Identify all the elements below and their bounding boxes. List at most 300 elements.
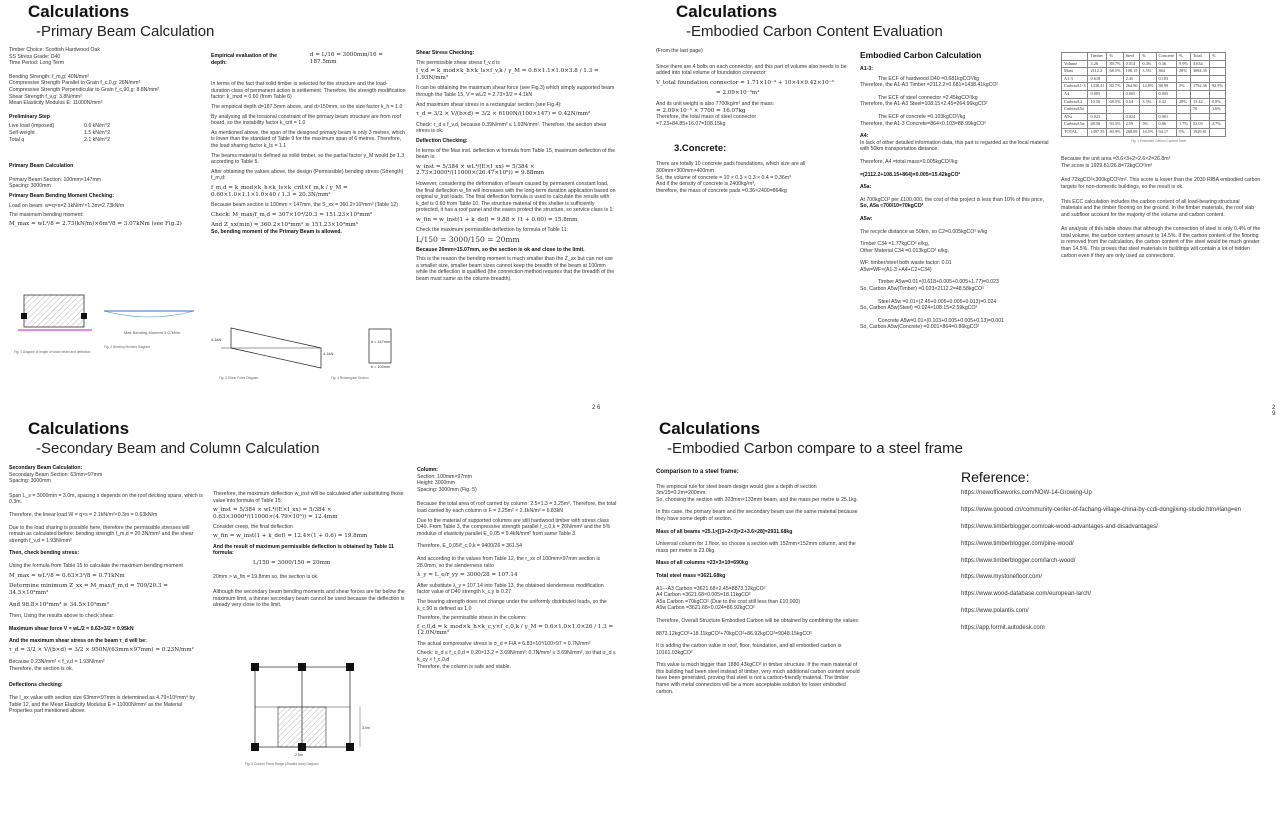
shear-check: Check: τ_d ≤ f_v,d, because 0.39N/mm² ≤ 1.93N/mm². Therefore, the section shear stress is ok. <box>416 121 607 135</box>
table-cell: 108.15 <box>1123 68 1140 76</box>
table-cell: 3.5% <box>1140 68 1156 76</box>
a5w-label: A5w: <box>860 215 873 222</box>
tau-eq: τ_d = 3/2 × V/(b×d) = 3/2 × 6100N/(100×147) = 0.42N/mm² <box>416 111 591 118</box>
table-cell: 1792.36 <box>1190 83 1209 91</box>
table-cell: 1929.81 <box>1190 128 1209 136</box>
beam-spacing: Spacing: 3000mm <box>9 183 51 190</box>
empirical-heading: Empirical evaluation of the depth: <box>211 53 278 66</box>
table-cell: 864 <box>1156 68 1177 76</box>
paragraph: Therefore, the section is ok. <box>9 665 74 672</box>
load-on-beam: Load on beam: w=q×s=2.1kN/m²×1.3m=2.73kN/m <box>9 202 125 209</box>
paragraph: therefore, the mass of concrete pads =0.36×2400=864kg <box>656 187 787 194</box>
table-cell <box>1190 75 1209 83</box>
wfin-eq: w_fin = w_inst(1 + k_def) = 12.4×(1 + 0.6) = 19.8mm <box>213 532 368 539</box>
depth-eq: d = L/16 = 3000mm/16 = 187.5mm <box>309 52 383 65</box>
table-cell: 0.618 <box>1088 75 1107 83</box>
embodied-carbon-table <box>1061 52 1226 137</box>
table-cell: 93.5% <box>1107 121 1123 129</box>
time-period: Time Period: Long Term <box>9 60 65 67</box>
page-subtitle: -Embodied Carbon Content Evaluation <box>686 23 943 40</box>
table-cell: 28% <box>1177 68 1191 76</box>
check-eq: And Z_xx(min) = 360.2×10³mm³ ≥ 151.23×10³mm³ <box>211 222 358 229</box>
v-eq: Maximum shear force V = wL/2 = 0.63×3/2 = 0.95kN <box>9 625 134 632</box>
table-cell: 2.7% <box>1209 121 1225 129</box>
table-cell <box>1107 106 1123 114</box>
deflection-conclusion: Because 20mm>15.07mm, so the section is ok and close to the limit. <box>416 246 585 253</box>
paragraph: Therefore, E_0,05/f_c,0,k = 9400/26 = 361.54 <box>417 543 522 550</box>
column-3 <box>417 467 617 673</box>
paragraph: Because the total area of roof carried by column: 2.5×1.3 = 3.25m². Therefore, the total load carried by each column is F = 3.25m² × 2.1kN/m² = 6.83kN <box>417 501 617 514</box>
table-header-cell: % <box>1140 53 1156 61</box>
zxx-eq: Determine minimum Z_xx = M_max/f_m,d = 709/20.3 = 34.5×10³mm³ <box>9 583 168 596</box>
table-cell: 14.8% <box>1140 83 1156 91</box>
paragraph: The empirical rule for steel beam design would give a depth of section 3m/15=0.2m=200mm. <box>656 483 817 497</box>
table-cell <box>1177 113 1191 121</box>
check-eq: Check: M_max/f_m,d = 307×10⁴/20.3 = 151.23×10³mm³ <box>211 211 373 218</box>
paragraph: So, choosing the section with 203mm×133mm beam, and the mass per metre is 25.1kg. <box>656 496 858 503</box>
strength-compressive-perp: Compressive Strength Perpendicular to Grain f_c,90,g: 8.8N/mm² <box>9 86 160 93</box>
col-section: Section: 100mm×97mm <box>417 473 472 480</box>
reference-list <box>961 490 1261 642</box>
sb-spacing: Spacing: 3000mm <box>9 478 51 485</box>
paragraph: However, considering the deformation of beam caused by permanent constant load, the final deflection w_fin will increases with the long-term duration application based on original w_inst loads. The final deflection formula is used to calculate the results with k_def is 0.60 from Table 10. The structure material of this shelter is sufficiently protected, it has a roof panel and the eaves protect the structure, so service class is 1: <box>416 180 616 214</box>
table-cell: 3.5% <box>1140 98 1156 106</box>
table-cell <box>1190 113 1209 121</box>
calc-line: The ECF of steel connector =2.45kgCO²/kg <box>878 94 978 101</box>
paragraph: Although the secondary beam bending moments and shear forces are far below the maximum limit, a thinner secondary beam cannot be used because the deflection is already very close to the limit. <box>213 588 405 609</box>
table-header-cell: % <box>1177 53 1191 61</box>
paragraph: And the maximum shear stress on the beam τ_d will be: <box>9 638 147 645</box>
paragraph: And the result of maximum permissible deflection is obtained by Table 11 formula: <box>213 543 394 557</box>
table-cell: 28% <box>1177 98 1191 106</box>
timber-choice: Timber Choice: Scottish Hardwood Oak <box>9 47 100 53</box>
comparison-heading: Comparison to a steel frame: <box>656 469 739 475</box>
reference-item[interactable]: https://www.polantis.com/ <box>961 608 1029 615</box>
max-moment-label: The maximum bending moment: <box>9 212 84 219</box>
paragraph: A4 Carbon =3621.68×0.005=18.11kgCO² <box>656 592 751 599</box>
calc-line: Steel A5w =0.01×(2.45+0.005+0.005+0.013)=0.024 <box>878 298 997 305</box>
table-cell: CarbonA1-3 <box>1062 83 1088 91</box>
calc-line: So, Carbon A5w(Steel) =0.024×108.15=2.59kgCO² <box>860 305 978 312</box>
paragraph: There are totally 10 concrete pads foundations, which size are all 300mm×300mm×400mm <box>656 161 806 174</box>
column-2 <box>211 50 406 238</box>
paragraph: Due to the material of supported columns are still hardwood timber with stress class D40. From Table 3, the compressive strength parallel f_c,0,k = 26N/mm² and the 5% modulus of elasticity parallel E_0,05 = 9.4kN/mm² from same Table 3. <box>417 517 611 537</box>
reference-item[interactable]: https://www.timberblogger.com/larch-wood/ <box>961 557 1076 564</box>
page-steel-compare <box>640 419 1280 839</box>
page-subtitle: -Secondary Beam and Column Calculation <box>36 440 320 457</box>
table-cell <box>1177 75 1191 83</box>
paragraph: Therefore, the maximum deflection w_inst will be calculated after substituting those value into formula of Table 15: <box>213 491 404 504</box>
paragraph: Therefore, the linear load W = q×s = 2.1kN/m²×0.3m = 0.63kN/m <box>9 511 158 518</box>
table-row <box>1062 121 1226 129</box>
table-header-cell: Steel <box>1123 53 1140 61</box>
table-row <box>1062 106 1226 114</box>
page-secondary-beam <box>0 419 640 839</box>
svg-text:Fig. 3 Shear Force Diagram: Fig. 3 Shear Force Diagram <box>219 376 259 380</box>
table-cell: A4 <box>1062 90 1088 98</box>
table-cell <box>1190 90 1209 98</box>
paragraph: Therefore, the total mass of steel connector <box>656 114 757 121</box>
concrete-heading: 3.Concrete: <box>674 143 727 155</box>
page-title: Calculations <box>659 419 761 438</box>
paragraph: The score is 1929.81/26.8=72kgCO²/m² <box>1061 162 1153 169</box>
reference-item[interactable]: https://newofficeworks.com/NOW-14-Growing-Up <box>961 490 1092 496</box>
paragraph: Then, check bending stress: <box>9 550 80 557</box>
fvd-eq: f_v,d = k_mod×k_h×k_ls×f_v,k / γ_M = 0.6×1.1×1.0×3.8 / 1.3 = 1.93N/mm² <box>416 68 599 81</box>
svg-text:Fig. 5 Column Force Range (Sha: Fig. 5 Column Force Range (Shaded Area) Diagram <box>245 762 319 766</box>
page-title: Calculations <box>28 419 130 438</box>
paragraph: Consider creep, the final deflection <box>213 524 293 531</box>
table-cell: 0.001 <box>1156 113 1177 121</box>
a13-label: A1-3: <box>860 66 873 72</box>
paragraph: Then, Using the results above to check shear: <box>9 612 115 619</box>
table-cell <box>1209 128 1225 136</box>
svg-text:b = 100mm: b = 100mm <box>371 365 391 369</box>
bm-checking: Primary Beam Bending Moment Checking: <box>9 192 114 199</box>
paragraph: The bearing strength does not change under the uniformly distributed loads, so the k_c,90 is defined as 1.0 <box>417 598 607 612</box>
paragraph: The permissible shear stress f_v,d is <box>416 59 500 66</box>
strength-bending: Bending Strength: f_m,g: 40N/mm² <box>9 73 90 80</box>
paragraph: Since there are 4 bolts on each connector, and this part of volume also needs to be added into total volume of foundation connector: <box>656 63 847 77</box>
column-2 <box>213 491 408 612</box>
table-row <box>1062 113 1226 121</box>
paragraph: Therefore, the column is safe and stable. <box>417 663 512 670</box>
reference-item[interactable]: https://www.gooood.cn/community-center-of-fachang-village-china-by-ccdi-dongjixing-studio.htm#lang=en <box>961 506 1241 513</box>
l150-eq: L/150 = 3000/150 = 20mm <box>416 235 520 245</box>
paragraph: Universal column for 1 floor, so choose a section with 152mm×152mm column, and the mass per metre is 23.0kg. <box>656 541 856 554</box>
calc-line: Timber C34 =1.77kgCO² e/kg, <box>860 241 930 248</box>
strength-compressive-parallel: Compressive Strength Parallel to Grain f_c,0,g: 26N/mm² <box>9 80 141 87</box>
paragraph: Using the formula from Table 15 to calculate the maximum bending moment <box>9 562 183 569</box>
beam-diagram-figure <box>14 287 204 357</box>
svg-text:d = 147mm: d = 147mm <box>371 340 391 344</box>
table-cell <box>1088 106 1107 114</box>
calc-line: Therefore, the A1-A3 Timber =2112.2×0.681=1438.41kgCO² <box>860 82 999 89</box>
table-cell: 0.005 <box>1123 90 1140 98</box>
table-cell: 3.26 <box>1088 60 1107 68</box>
reference-heading: Reference: <box>961 469 1030 485</box>
table-header-cell: % <box>1107 53 1123 61</box>
paragraph: Total steel mass =3621.68kg <box>656 572 726 579</box>
calc-line: In lack of other detailed information data, this part is regarded as the local material with 50km transportation distance. <box>860 139 1049 153</box>
table-cell: 5% <box>1177 83 1191 91</box>
paragraph: Therefore, Overall Structure Embodied Carbon will be obtained by combining the values: <box>656 617 860 624</box>
table-cell: 0.014 <box>1123 60 1140 68</box>
calc-line: =(2112.2+108.15+864)×0.005=15.42kgCO² <box>860 171 961 178</box>
table-row <box>1062 75 1226 83</box>
paragraph: And 72kgCO²<300kgCO²/m². This score is lower than the 2030 RIBA embodied carbon targets for non-domestic buildings, so the result is ok. <box>1061 177 1261 190</box>
table-cell <box>1156 106 1177 114</box>
table-cell: 0.005 <box>1156 90 1177 98</box>
max-moment-eq: M_max = wL²/8 = 2.73(kN/m)×6m²/8 = 3.07kNm (see Fig.2) <box>9 220 182 227</box>
calc-line: So, A5a ≈700/10=70kgCO² <box>860 203 924 210</box>
paragraph: This value is much bigger than 1880.43kgCO² in timber structure. If the main material of this building had been steel instead of timber, very much additional carbon content would have been generated, proving that steel is not a carbon-friendly material. The timber frame with metal connectors will be a more acceptable solution for lower embodied carbon. <box>656 662 860 695</box>
from-last: (From the last page) <box>656 48 703 54</box>
table-cell: 1497.55 <box>1088 128 1107 136</box>
table-cell: 0.023 <box>1088 113 1107 121</box>
table-cell <box>1140 106 1156 114</box>
table-cell: 10.56 <box>1088 98 1107 106</box>
l-eq: L/150 = 3000/150 = 20mm <box>253 559 331 566</box>
m-eq: M_max = wL²/8 = 0.63×3²/8 = 0.71kNm <box>9 572 125 579</box>
table-cell: 2.59 <box>1123 121 1140 129</box>
table-cell: 0.005 <box>1088 90 1107 98</box>
calc-line: Timber A5w=0.01×(0.618+0.005+0.005+1.77)=0.023 <box>878 279 999 286</box>
paragraph: This ECC calculation includes the carbon content of all load-bearing structural materials and the timber flooring on the ground. In the timber materials, the roof slab and subfloor account for the majority of the volume and carbon content. <box>1061 198 1255 218</box>
table-row <box>1062 83 1226 91</box>
paragraph: =7.23+84.85+16.07=108.15kg <box>656 120 726 127</box>
table-cell: 1438.41 <box>1088 83 1107 91</box>
calc-line: WF: timber/steel both waste factor: 0.01 <box>860 260 952 267</box>
svg-text:Fig. 2 Bending Moment Diagram: Fig. 2 Bending Moment Diagram <box>104 345 150 349</box>
calc-line: The ECF of concrete =0.103kgCO²/kg <box>878 113 966 120</box>
deflection-heading: Deflections checking: <box>9 682 63 689</box>
calc-line: A5w=WF×(A1-3 +A4+C2+C34) <box>860 266 932 273</box>
table-cell <box>1140 90 1156 98</box>
table-cell: 48.58 <box>1088 121 1107 129</box>
column-heading: Column: <box>417 467 439 473</box>
table-cell: A1-3 <box>1062 75 1088 83</box>
tau-eq: τ_d = 3/2 × V/(b×d) = 3/2 × 950N/(63mm×97mm) = 0.23N/mm² <box>9 646 194 653</box>
page-primary-beam <box>0 0 640 419</box>
beam-section: Primary Beam Section: 100mm×147mm <box>9 176 102 183</box>
calc-line: At 700kgCO² per £100,000, the cost of this project is less than 10% of this price, <box>860 196 1044 203</box>
paragraph: And according to the values from Table 12, the r_xx of 100mm×97mm section is 28.0mm, so the slenderness ratio <box>417 555 601 569</box>
table-cell: 80.7% <box>1107 83 1123 91</box>
table-cell <box>1177 90 1191 98</box>
shear-heading: Shear Stress Checking: <box>416 50 475 56</box>
ss-grade: SS Stress Grade: D40 <box>9 53 61 60</box>
table-header-cell <box>1062 53 1088 61</box>
table-cell: Mass <box>1062 68 1088 76</box>
reference-item[interactable]: https://www.timberblogger.com/pine-wood/ <box>961 540 1074 547</box>
table-row <box>1062 90 1226 98</box>
paragraph: And maximum shear stress in a rectangular section (see Fig.4): <box>416 101 562 108</box>
table-header-cell: Concrete <box>1156 53 1177 61</box>
col-height: Height: 3000mm <box>417 480 456 487</box>
w-eq: w_inst = 5/384 × wL⁴/(E×I_xx) = 5/384 × 0.63×3000⁴/(11000×(4.79×10⁶)) = 12.4mm <box>213 507 338 520</box>
calc-line: So, Carbon A5w(Timber) =0.023×2112.2=48.58kgCO² <box>860 286 984 293</box>
table-cell: CarbonA5a <box>1062 106 1088 114</box>
paragraph: Because the unit area =3.6×3+2×2.6×2=26.8m² <box>1061 156 1171 163</box>
page-title: Calculations <box>28 2 130 21</box>
paragraph: Span L_s = 3000mm = 3.0m, spacing s depends on the roof decking spans, which is 0.3m. <box>9 492 203 506</box>
table-cell: 268.09 <box>1123 128 1140 136</box>
strength-shear: Shear Strength f_v,g: 3.8N/mm² <box>9 93 82 100</box>
paragraph: After obtaining the values above, the design (Permissible) bending stress (Strength) f_m,d: <box>211 168 404 182</box>
table-cell: 0.54 <box>1123 98 1140 106</box>
table-header-cell: Timber <box>1088 53 1107 61</box>
ecc-heading: Embodied Carbon Calculation <box>860 50 982 60</box>
table-cell: 68.5% <box>1107 98 1123 106</box>
column-1 <box>9 47 199 231</box>
page-subtitle: -Primary Beam Calculation <box>36 23 215 40</box>
paragraph: So, the volume of concrete = 10 × 0.3 × 0.3 × 0.4 = 0.36m³ <box>656 174 791 181</box>
calc-line: Other Material C34 =0.013kgCO² e/kg, <box>860 247 949 254</box>
fcd-eq: f_c,0,d = k_mod×k_h×k_c,y×f_c,0,k / γ_M = 0.6×1.0×1.0×26 / 1.3 = 12.0N/mm² <box>417 623 614 637</box>
paragraph: An analysis of this table shows that although the connection of steel is only 0.4% of the total volume, the carbon content amount to 14.5%. If the carbon content of the flooring is removed from the calculation, the carbon content of the steel would be much greater than 14.5%. This proves that steel materials in buildings will contain a lot of hidden carbon even if they are only used as connections. <box>1061 226 1261 259</box>
paragraph: Due to the load sharing is possible here, therefore the permissible stresses will remain as calculated before: bending strength f_m,d = 20.3N/mm² and the shear strength f_v,d = 1.93N/mm² <box>9 524 194 544</box>
paragraph: In terms of the Max inst. deflection w formula from Table 15, maximum deflection of the beam is: <box>416 147 616 161</box>
secondary-heading: Secondary Beam Calculation: <box>9 465 83 471</box>
paragraph: Mass of all beams =25.1×[(3+2×3)×2+3.6×28]=2931.68kg <box>656 528 793 535</box>
paragraph: Because 0.23N/mm² < f_v,d = 1.93N/mm² <box>9 659 105 666</box>
calc-line: Concrete A5w=0.01×(0.103+0.005+0.005+0.13)=0.001 <box>878 317 1005 324</box>
volume-eq: V_total foundation connector = 1.71×10⁻³ + 10×4×9.42×10⁻⁶ <box>656 79 834 86</box>
check-conclusion: So, bending moment of the Primary Beam is allowed. <box>211 228 342 235</box>
paragraph: It is adding the carbon value in roof, floor, foundation, and all embodied carbon is 10161.03kgCO² <box>656 643 842 656</box>
paragraph: In terms of the fact that solid timber is selected for the structure and the load-duration class of permanent action is settlement. Therefore, the strength modification factor: k_mod = 0.60 (from Table 6) <box>211 81 406 101</box>
table-cell: 15.42 <box>1190 98 1209 106</box>
column-3 <box>416 50 616 286</box>
lambda-eq: λ_y = L_e/r_yy = 3000/28 = 107.14 <box>417 572 518 579</box>
table-row <box>1062 60 1226 68</box>
fmd-eq: f_m,d = k_mod×k_h×k_ls×k_crit×f_m,k / γ_M = 0.60×1.0×1.1×1.0×40 / 1.3 = 20.3N/mm² <box>211 184 348 198</box>
table-cell <box>1209 75 1225 83</box>
table-cell: 0.103 <box>1156 75 1177 83</box>
paragraph: In this case, the primary beam and the secondary beam use the same material because they have some depth of section. <box>656 509 858 522</box>
table-cell <box>1140 113 1156 121</box>
paragraph: After substitute λ_y = 107.14 into Table 13, the obtained slenderness modification factor value of D40 strength k_c,y is 0.27 <box>417 582 604 596</box>
table-cell: 5% <box>1140 121 1156 129</box>
table-cell: A5w <box>1062 113 1088 121</box>
paragraph: It can be obtaining the maximum shear force (see Fig.3) which simply supported beam through the Table 15, V = wL/2 = 2.73×3/2 = 4.1kN <box>416 85 615 98</box>
a5a-label: A5a: <box>860 184 872 191</box>
table-cell <box>1209 90 1225 98</box>
col-spacing: Spacing: 3000mm (Fig. 5) <box>417 486 477 493</box>
column-1 <box>9 465 204 718</box>
paragraph: Therefore, the permissible stress in the column: <box>417 615 527 622</box>
table-cell: 94.17 <box>1156 128 1177 136</box>
pbc-heading: Primary Beam Calculation <box>9 163 74 170</box>
paragraph: 20mm > w_fin = 19.8mm so, the section is ok. <box>213 574 319 581</box>
table-header-row <box>1062 53 1226 61</box>
w-eq: w_inst = 5/384 × wL⁴/(E×I_xx) = 5/384 × 2.73×3000⁴/(11000×(26.47×10⁶)) = 9.88mm <box>416 163 545 177</box>
table-cell: 264.96 <box>1123 83 1140 91</box>
load-row: Self-weight 1.5 kN/m^2 <box>9 129 111 136</box>
page-embodied-carbon <box>640 0 1280 419</box>
shear-force-figure <box>211 323 411 381</box>
paragraph: As mentioned above, the span of the designed primary beam is only 3 metres, which is lower than the standard of Table 9 for the maximum span of 6 metres. Therefore, the load sharing factor k_ls = 1.1 <box>211 129 406 149</box>
paragraph: A5a Carbon =70kgCO² (Due to the cost still less than £10,000) <box>656 598 801 605</box>
table-cell: 0.86 <box>1156 121 1177 129</box>
table-cell: 9.9% <box>1177 60 1191 68</box>
column-3 <box>1061 52 1261 262</box>
paragraph: The I_xx value with section size 63mm×97mm is determined as 4.79×10⁶mm⁴ by Table 12, and the Mean Elasticity Modulus E = 11000N/mm² as the Material Properties part mentioned above. <box>9 695 196 715</box>
table-cell <box>1107 75 1123 83</box>
paragraph: Check the maximum permissible deflection by formula of Table 11: <box>416 227 569 234</box>
table-cell <box>1209 113 1225 121</box>
column-force-figure <box>245 657 385 767</box>
table-cell: CarbonA4 <box>1062 98 1088 106</box>
table-cell: 92.9% <box>1209 83 1225 91</box>
column-2 <box>860 48 1055 334</box>
table-cell: 68.5% <box>1107 68 1123 76</box>
page-subtitle: -Embodied Carbon compare to a steel frame <box>667 440 963 457</box>
paragraph: And if the density of concrete is 2400kg/m³, <box>656 181 756 188</box>
table-header-cell: % <box>1209 53 1225 61</box>
table-cell: 2.45 <box>1123 75 1140 83</box>
table-cell <box>1177 106 1191 114</box>
paragraph: The actual compressive stress is σ_d = F/A = 6.83×10³/100×97 = 0.7N/mm² <box>417 640 591 647</box>
table-cell: 70 <box>1190 106 1209 114</box>
table-cell <box>1123 106 1140 114</box>
table-cell: 3.6% <box>1209 106 1225 114</box>
table-cell: 89.7% <box>1107 60 1123 68</box>
paragraph: This is the reason the bending moment is much smaller than the Z_xx but can not use a smaller size, smaller beam sizes cannot keep the breadth of the beam at 100mm while the deflection is qualified (the connection method requires that the breadth of the beam must same as the column breadth). <box>416 256 615 283</box>
table-cell: 80.9% <box>1107 128 1123 136</box>
volume-eq-result: = 2.09×10⁻³m³ <box>716 90 760 97</box>
table-cell: 0.36 <box>1156 60 1177 68</box>
calc-line: The ECF of hardwood D40 =0.681kgCO²/kg <box>878 75 980 82</box>
table-cell: 1.7% <box>1177 121 1191 129</box>
calc-line: So, Carbon A5w(Concrete) =0.001×864=0.86kgCO² <box>860 324 980 331</box>
table-cell: 0.024 <box>1123 113 1140 121</box>
table-cell: 3.634 <box>1190 60 1209 68</box>
table-caption: Fig. 1 Embodied Carbon Content Table <box>1131 138 1187 143</box>
paragraph: The empirical depth d=187.5mm above, and d>150mm, so the size factor k_h = 1.0 <box>211 103 403 110</box>
svg-text:4.1kN: 4.1kN <box>211 337 222 342</box>
paragraph: By analysing all the torsional constraint of the primary beam structure are from roof board, so the instability factor k_crit = 1.0 <box>211 113 402 127</box>
calc-line: Therefore, the A1-3 Concrete=864×0.103=88.99kgCO² <box>860 120 986 127</box>
svg-text:3.0m: 3.0m <box>362 726 370 730</box>
calc-line: Therefore, A4 =total mass×0.005kgCO²/kg <box>860 158 958 165</box>
svg-text:4.1kN: 4.1kN <box>323 351 334 356</box>
calc-line: The recycle distance as 50km, so C2=0.005kgCO² e/kg <box>860 228 988 235</box>
reference-item[interactable]: https://www.mystonefloor.com/ <box>961 574 1043 581</box>
table-cell: CarbonA5w <box>1062 121 1088 129</box>
wfin-eq: w_fin = w_inst(1 + k_def) = 9.88 × (1 + 0.60) = 15.8mm <box>416 216 578 223</box>
page-number: 2 9 <box>1272 405 1276 417</box>
reference-item[interactable]: https://www.timberblogger.com/oak-wood-advantages-and-disadvantages/ <box>961 523 1158 530</box>
table-cell: 4.32 <box>1156 98 1177 106</box>
table-cell: 14.5% <box>1140 128 1156 136</box>
table-cell: 0.4% <box>1140 60 1156 68</box>
table-cell: Volume <box>1062 60 1088 68</box>
table-cell <box>1107 90 1123 98</box>
paragraph: And its unit weight is also 7700kg/m³ and the mass: <box>656 100 775 107</box>
page-title: Calculations <box>676 2 778 21</box>
table-row <box>1062 68 1226 76</box>
svg-text:Fig. 1 Diagram of length of wh: Fig. 1 Diagram of length of whole beam and deflection <box>14 350 91 354</box>
table-cell: 0.8% <box>1209 98 1225 106</box>
deflection-heading: Deflection Checking: <box>416 137 468 144</box>
table-cell: 88.99 <box>1156 83 1177 91</box>
table-cell: 2112.2 <box>1088 68 1107 76</box>
elasticity-modulus: Mean Elasticity Modulus E: 11000N/mm² <box>9 100 103 107</box>
load-row: Live load (imposed) 0.6 kN/m^2 <box>9 123 111 130</box>
table-cell: 52.03 <box>1190 121 1209 129</box>
table-header-cell: Total <box>1190 53 1209 61</box>
table-cell: TOTAL <box>1062 128 1088 136</box>
paragraph: 8873.12kgCO²+18.11kgCO²+70kgCO²+86.92kgCO²=9048.15kgCO² <box>656 630 812 637</box>
table-cell <box>1209 60 1225 68</box>
table-cell <box>1140 75 1156 83</box>
calc-line: Therefore, the A1-A3 Steel=108.15×2.45=264.96kgCO² <box>860 101 988 108</box>
column-1 <box>656 48 848 197</box>
table-row <box>1062 128 1226 136</box>
preliminary-heading: Preliminary Step <box>9 113 50 120</box>
column-1 <box>656 469 861 698</box>
mass-eq: = 2.09×10⁻³ × 7700 = 16.07kg <box>656 107 746 114</box>
svg-text:Fig. 4 Rectangular Section: Fig. 4 Rectangular Section <box>331 376 369 380</box>
table-row <box>1062 98 1226 106</box>
reference-item[interactable]: https://app.formit.autodesk.com <box>961 625 1045 632</box>
table-cell: 5% <box>1177 128 1191 136</box>
paragraph: Mass of all columns =23×3×10=690kg <box>656 560 748 567</box>
zxx-compare: And 98.8×10³mm³ ≥ 34.5×10³mm³ <box>9 602 109 609</box>
reference-item[interactable]: https://www.wood-database.com/european-larch/ <box>961 591 1092 598</box>
